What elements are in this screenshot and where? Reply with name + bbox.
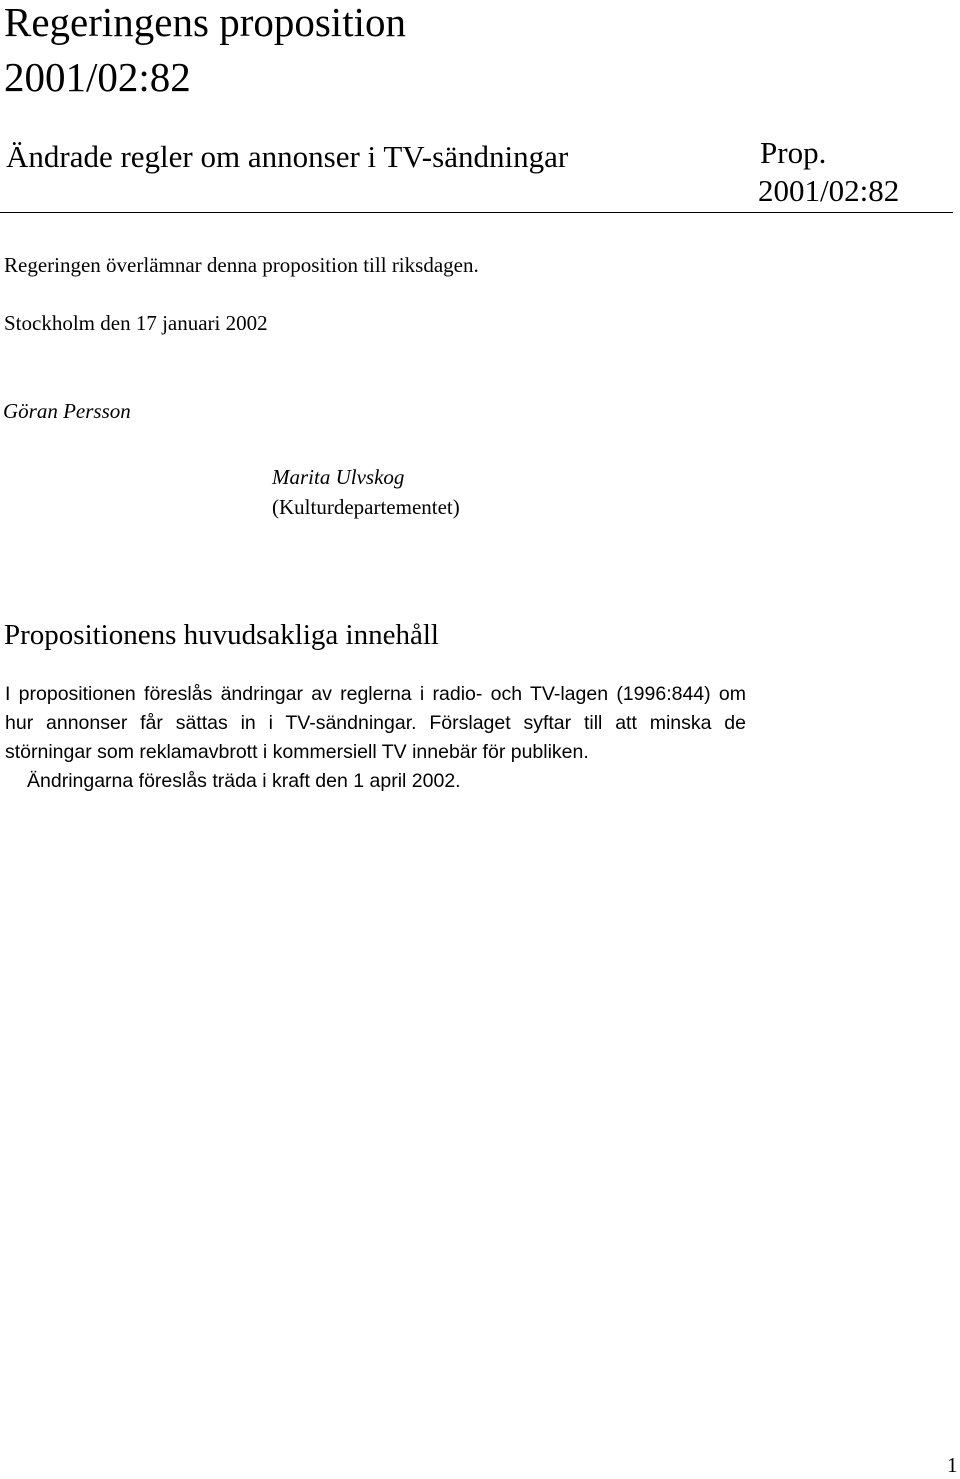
prop-number: 2001/02:82 xyxy=(758,173,900,208)
summary-body xyxy=(5,680,746,796)
page-number: 1 xyxy=(947,1453,958,1477)
prop-label: Prop. xyxy=(760,135,827,170)
summary-paragraph: I propositionen föreslås ändringar av reglerna i radio- och TV-lagen (1996:844) om hur annonser får sättas in i TV-sändningar. Förslaget syftar till att minska de störningar som reklamavbrott i kommersiell TV innebär för publiken. xyxy=(5,683,746,763)
document-title: Regeringens proposition xyxy=(4,0,406,45)
signature-minister: Marita Ulvskog xyxy=(272,465,405,489)
submission-statement: Regeringen överlämnar denna proposition till riksdagen. xyxy=(4,253,479,277)
summary-heading: Propositionens huvudsakliga innehåll xyxy=(4,619,439,651)
summary-paragraph: Ändringarna föreslås träda i kraft den 1 april 2002. xyxy=(27,770,461,792)
document-number: 2001/02:82 xyxy=(4,54,191,100)
signature-department: (Kulturdepartementet) xyxy=(272,495,460,519)
proposition-subject: Ändrade regler om annonser i TV-sändningar xyxy=(6,139,569,174)
place-and-date: Stockholm den 17 januari 2002 xyxy=(4,311,268,335)
signature-prime-minister: Göran Persson xyxy=(3,399,131,423)
header-divider xyxy=(0,212,953,213)
